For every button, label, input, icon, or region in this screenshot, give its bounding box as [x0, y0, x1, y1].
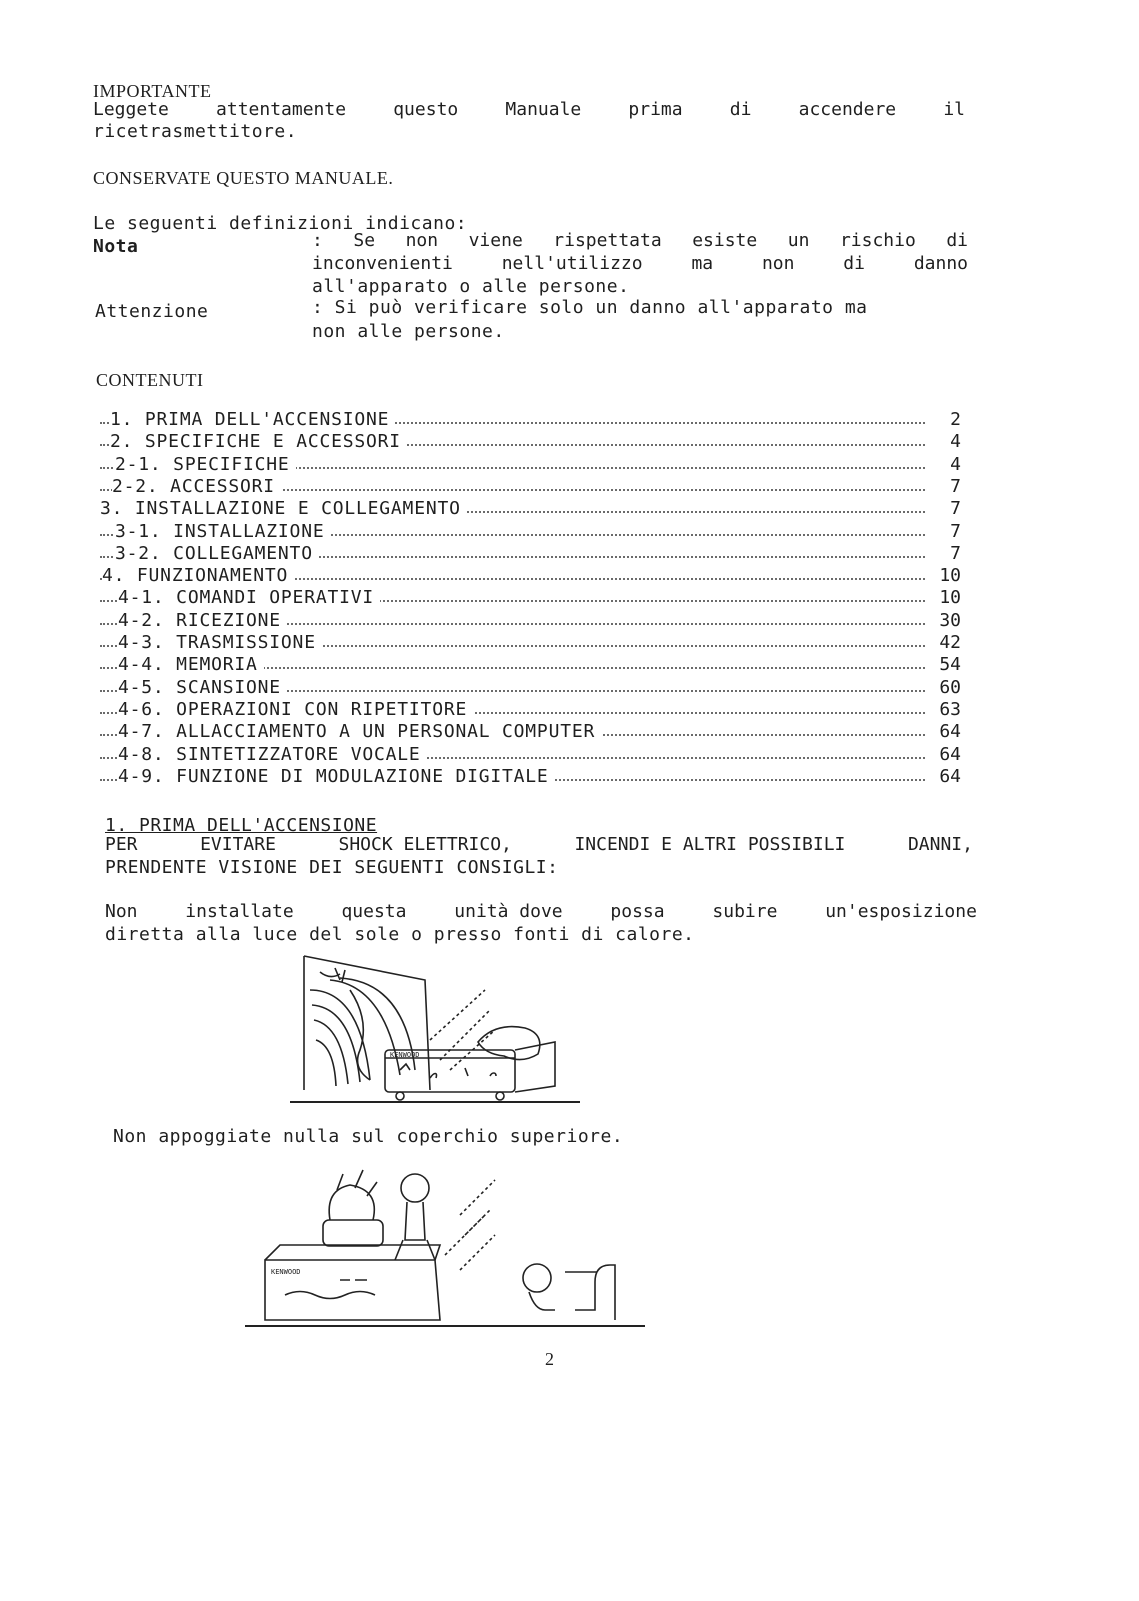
tip-sunlight-line-2: diretta alla luce del sole o presso fonti di calore. [105, 924, 695, 945]
important-word: di [729, 99, 752, 120]
toc-entry-label: 4-6. OPERAZIONI CON RIPETITORE [118, 699, 473, 721]
important-line-1 [93, 99, 965, 121]
warning-word: INCENDI E ALTRI POSSIBILI [574, 834, 846, 855]
warning-word: DANNI, [907, 834, 973, 855]
note-word: inconvenienti [312, 253, 453, 274]
toc-entry [0, 654, 1139, 676]
tip-word: subire [712, 901, 778, 922]
tip-word: un'esposizione [825, 901, 977, 922]
toc-entry [0, 766, 1139, 788]
toc-entry-page: 42 [927, 632, 961, 654]
toc-entry [0, 454, 1139, 476]
note-word: esiste [692, 230, 758, 251]
toc-entry [0, 699, 1139, 721]
toc-entry [0, 498, 1139, 520]
toc-entry-label: 2. SPECIFICHE E ACCESSORI [110, 431, 407, 453]
toc-entry-page: 7 [927, 476, 961, 498]
toc-entry-label: 3-2. COLLEGAMENTO [115, 543, 319, 565]
important-word: il [943, 99, 965, 120]
note-word: nell'utilizzo [501, 253, 643, 274]
warning-word: PER [105, 834, 138, 855]
radio-brand-label-2: KENWOOD [271, 1268, 301, 1276]
sunlight-warning-illustration [290, 950, 580, 1110]
toc-entry [0, 721, 1139, 743]
note-term: Nota [93, 236, 139, 257]
toc-entry-page: 7 [927, 543, 961, 565]
toc-entry [0, 587, 1139, 609]
toc-entry-page: 54 [927, 654, 961, 676]
toc-entry-label: 3. INSTALLAZIONE E COLLEGAMENTO [100, 498, 467, 520]
important-word: attentamente [216, 99, 347, 120]
safety-warning-line-1 [105, 834, 973, 856]
tip-cover: Non appoggiate nulla sul coperchio superiore. [113, 1126, 624, 1147]
toc-entry-label: 2-1. SPECIFICHE [115, 454, 296, 476]
note-line-3: all'apparato o alle persone. [312, 276, 630, 297]
toc-entry-page: 10 [927, 565, 961, 587]
toc-entry [0, 677, 1139, 699]
tip-word: unità dove [454, 901, 563, 922]
tip-word: possa [610, 901, 665, 922]
toc-entry [0, 431, 1139, 453]
tip-sunlight-line-1 [105, 901, 977, 923]
toc-entry-page: 64 [927, 766, 961, 788]
warning-term: Attenzione [95, 301, 209, 322]
tip-word: questa [341, 901, 407, 922]
page-number: 2 [545, 1349, 555, 1369]
toc-entry [0, 409, 1139, 431]
note-line-1 [312, 230, 968, 252]
toc-entry-label: 4-1. COMANDI OPERATIVI [118, 587, 380, 609]
tip-word: installate [185, 901, 294, 922]
radio-brand-label: KENWOOD [390, 1051, 420, 1059]
toc-entry-page: 63 [927, 699, 961, 721]
important-word: questo [393, 99, 459, 120]
toc-entry-label: 4-2. RICEZIONE [118, 610, 287, 632]
tip-word: Non [105, 901, 138, 922]
important-line-2: ricetrasmettitore. [93, 121, 298, 142]
toc-entry [0, 476, 1139, 498]
toc-entry-label: 4-8. SINTETIZZATORE VOCALE [118, 744, 427, 766]
toc-entry [0, 744, 1139, 766]
toc-entry-label: 4-9. FUNZIONE DI MODULAZIONE DIGITALE [118, 766, 555, 788]
note-word: : [312, 230, 323, 251]
important-word: prima [628, 99, 683, 120]
toc-entry-label: 4-5. SCANSIONE [118, 677, 287, 699]
note-word: di [946, 230, 968, 251]
warning-word: EVITARE [200, 834, 276, 855]
toc-entry-page: 30 [927, 610, 961, 632]
warning-word: SHOCK ELETTRICO, [338, 834, 512, 855]
cover-warning-illustration [245, 1160, 645, 1330]
toc-entry [0, 610, 1139, 632]
toc-entry-label: 4. FUNZIONAMENTO [102, 565, 294, 587]
toc-entry-page: 2 [927, 409, 961, 431]
note-word: danno [913, 253, 968, 274]
toc-entry-label: 2-2. ACCESSORI [112, 476, 281, 498]
note-line-2 [312, 253, 968, 275]
note-word: non [761, 253, 795, 274]
note-word: rispettata [553, 230, 662, 251]
toc-entry [0, 565, 1139, 587]
note-word: non [405, 230, 439, 251]
toc-entry-page: 64 [927, 744, 961, 766]
toc-entry-page: 4 [927, 431, 961, 453]
toc-title: CONTENUTI [96, 370, 204, 390]
definitions-intro: Le seguenti definizioni indicano: [93, 213, 468, 234]
toc-entry-label: 4-3. TRASMISSIONE [118, 632, 322, 654]
toc-entry-label: 1. PRIMA DELL'ACCENSIONE [110, 409, 395, 431]
note-word: rischio [839, 230, 916, 251]
toc-entry-page: 7 [927, 521, 961, 543]
warning-line-1: : Si può verificare solo un danno all'apparato ma [312, 297, 868, 318]
important-word: Manuale [505, 99, 582, 120]
safety-warning-line-2: PRENDENTE VISIONE DEI SEGUENTI CONSIGLI: [105, 857, 559, 878]
note-word: un [787, 230, 810, 251]
toc-entry-label: 4-7. ALLACCIAMENTO A UN PERSONAL COMPUTER [118, 721, 601, 743]
toc-entry-page: 4 [927, 454, 961, 476]
important-title: IMPORTANTE [93, 81, 212, 101]
toc-entry [0, 632, 1139, 654]
important-word: accendere [798, 99, 897, 120]
important-word: Leggete [93, 99, 169, 120]
toc-entry-page: 10 [927, 587, 961, 609]
toc-entry-label: 4-4. MEMORIA [118, 654, 264, 676]
keep-manual-notice: CONSERVATE QUESTO MANUALE. [93, 168, 394, 188]
toc-entry-page: 7 [927, 498, 961, 520]
section-heading: 1. PRIMA DELL'ACCENSIONE [105, 815, 378, 836]
toc-entry [0, 521, 1139, 543]
toc-entry-page: 64 [927, 721, 961, 743]
toc-entry-page: 60 [927, 677, 961, 699]
warning-line-2: non alle persone. [312, 321, 505, 342]
toc-entry [0, 543, 1139, 565]
note-word: viene [468, 230, 523, 251]
toc-entry-label: 3-1. INSTALLAZIONE [115, 521, 330, 543]
note-word: Se [353, 230, 376, 251]
note-word: ma [691, 253, 714, 274]
note-word: di [843, 253, 865, 274]
